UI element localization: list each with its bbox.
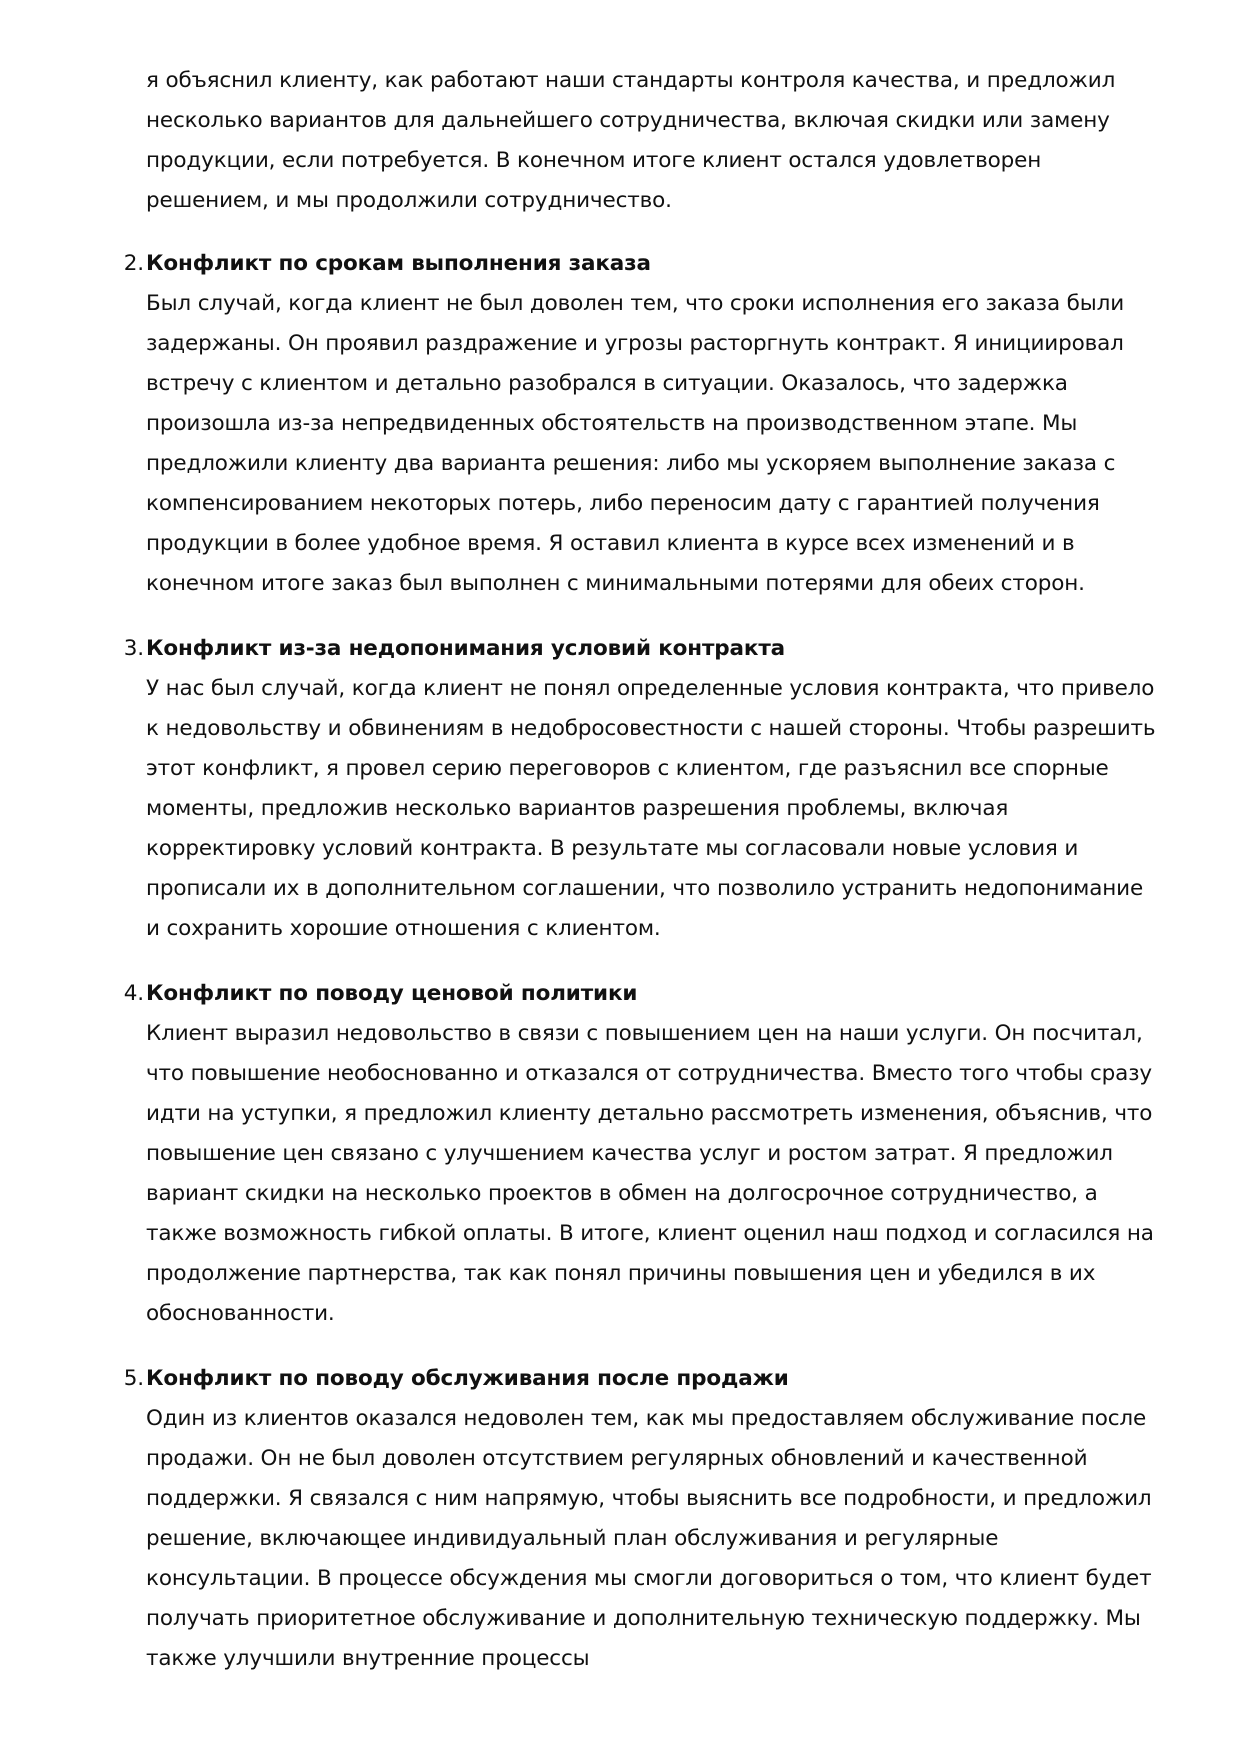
- list-item-title: Конфликт по поводу ценовой политики: [146, 981, 638, 1006]
- list-item-number: 2.: [123, 251, 144, 276]
- intro-paragraph: я объяснил клиенту, как работают наши стандарты контроля качества, и предложил несколько вариантов для дальнейшего сотрудничества, включая скидки или замену продукции, если потребуется. В конечном итоге клиент остался удовлетворен решением, и мы продолжили сотрудничество.: [146, 68, 1116, 213]
- list-item-number: 5.: [123, 1366, 144, 1391]
- list-item-number: 3.: [123, 636, 144, 661]
- list-item-body: Был случай, когда клиент не был доволен тем, что сроки исполнения его заказа были задержаны. Он проявил раздражение и угрозы расторгнуть контракт. Я инициировал встречу с клиентом и детально разобрался в ситуации. Оказалось, что задержка произошла из-за непредвиденных обстоятельств на производственном этапе. Мы предложили клиенту два варианта решения: либо мы ускоряем выполнение заказа с компенсированием некоторых потерь, либо переносим дату с гарантией получения продукции в более удобное время. Я оставил клиента в курсе всех изменений и в конечном итоге заказ был выполнен с минимальными потерями для обеих сторон.: [146, 291, 1125, 596]
- list-item: [123, 1359, 1156, 1679]
- list-item-title: Конфликт по поводу обслуживания после продажи: [146, 1366, 789, 1391]
- list-item-body: Клиент выразил недовольство в связи с повышением цен на наши услуги. Он посчитал, что повышение необоснованно и отказался от сотрудничества. Вместо того чтобы сразу идти на уступки, я предложил клиенту детально рассмотреть изменения, объяснив, что повышение цен связано с улучшением качества услуг и ростом затрат. Я предложил вариант скидки на несколько проектов в обмен на долгосрочное сотрудничество, а также возможность гибкой оплаты. В итоге, клиент оценил наш подход и согласился на продолжение партнерства, так как понял причины повышения цен и убедился в их обоснованности.: [146, 1021, 1154, 1326]
- list-item-body: У нас был случай, когда клиент не понял определенные условия контракта, что привело к недовольству и обвинениям в недобросовестности с нашей стороны. Чтобы разрешить этот конфликт, я провел серию переговоров с клиентом, где разъяснил все спорные моменты, предложив несколько вариантов разрешения проблемы, включая корректировку условий контракта. В результате мы согласовали новые условия и прописали их в дополнительном соглашении, что позволило устранить недопонимание и сохранить хорошие отношения с клиентом.: [146, 676, 1156, 941]
- list-item: [123, 629, 1156, 949]
- list-item-title: Конфликт из-за недопонимания условий контракта: [146, 636, 785, 661]
- list-item-title: Конфликт по срокам выполнения заказа: [146, 251, 651, 276]
- list-item: [123, 244, 1156, 604]
- list-item-body: Один из клиентов оказался недоволен тем, как мы предоставляем обслуживание после продажи. Он не был доволен отсутствием регулярных обновлений и качественной поддержки. Я связался с ним напрямую, чтобы выяснить все подробности, и предложил решение, включающее индивидуальный план обслуживания и регулярные консультации. В процессе обсуждения мы смогли договориться о том, что клиент будет получать приоритетное обслуживание и дополнительную техническую поддержку. Мы также улучшили внутренние процессы: [146, 1406, 1152, 1671]
- list-item-number: 4.: [123, 981, 144, 1006]
- list-item: [123, 974, 1156, 1334]
